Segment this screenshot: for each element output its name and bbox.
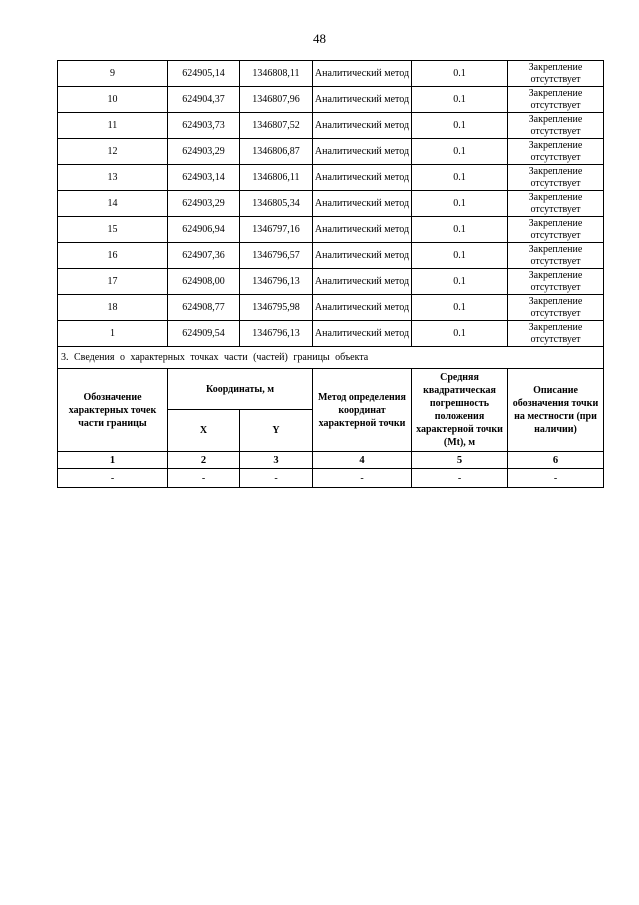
table-row xyxy=(58,295,604,321)
header-designation: Обозначение характерных точек части границы xyxy=(58,369,168,452)
point-number-cell: 1 xyxy=(58,321,168,347)
empty-cell: - xyxy=(508,469,604,488)
table-row xyxy=(58,87,604,113)
method-cell: Аналитический метод xyxy=(313,113,412,139)
y-coordinate-cell: 1346796,13 xyxy=(240,321,313,347)
empty-cell: - xyxy=(412,469,508,488)
point-number-cell: 17 xyxy=(58,269,168,295)
mt-cell: 0.1 xyxy=(412,217,508,243)
table-row xyxy=(58,139,604,165)
method-cell: Аналитический метод xyxy=(313,217,412,243)
column-number: 6 xyxy=(508,452,604,469)
mt-cell: 0.1 xyxy=(412,321,508,347)
table-row xyxy=(58,217,604,243)
empty-cell: - xyxy=(58,469,168,488)
description-cell: Закрепление отсутствует xyxy=(508,191,604,217)
table-row xyxy=(58,191,604,217)
mt-cell: 0.1 xyxy=(412,295,508,321)
x-coordinate-cell: 624903,29 xyxy=(168,139,240,165)
mt-cell: 0.1 xyxy=(412,165,508,191)
description-cell: Закрепление отсутствует xyxy=(508,321,604,347)
x-coordinate-cell: 624903,73 xyxy=(168,113,240,139)
header-x: X xyxy=(168,410,240,452)
column-numbers-row xyxy=(58,452,604,469)
mt-cell: 0.1 xyxy=(412,113,508,139)
y-coordinate-cell: 1346806,11 xyxy=(240,165,313,191)
x-coordinate-cell: 624906,94 xyxy=(168,217,240,243)
column-number: 4 xyxy=(313,452,412,469)
description-cell: Закрепление отсутствует xyxy=(508,217,604,243)
mt-cell: 0.1 xyxy=(412,191,508,217)
y-coordinate-cell: 1346808,11 xyxy=(240,61,313,87)
page-number: 48 xyxy=(313,31,326,46)
header-coordinates: Координаты, м xyxy=(168,369,313,410)
description-cell: Закрепление отсутствует xyxy=(508,61,604,87)
empty-data-row xyxy=(58,469,604,488)
header-y: Y xyxy=(240,410,313,452)
x-coordinate-cell: 624905,14 xyxy=(168,61,240,87)
method-cell: Аналитический метод xyxy=(313,87,412,113)
description-cell: Закрепление отсутствует xyxy=(508,113,604,139)
description-cell: Закрепление отсутствует xyxy=(508,295,604,321)
mt-cell: 0.1 xyxy=(412,61,508,87)
description-cell: Закрепление отсутствует xyxy=(508,139,604,165)
point-number-cell: 16 xyxy=(58,243,168,269)
boundary-points-table xyxy=(57,60,604,488)
x-coordinate-cell: 624909,54 xyxy=(168,321,240,347)
y-coordinate-cell: 1346795,98 xyxy=(240,295,313,321)
point-number-cell: 14 xyxy=(58,191,168,217)
table-row xyxy=(58,165,604,191)
description-cell: Закрепление отсутствует xyxy=(508,165,604,191)
description-cell: Закрепление отсутствует xyxy=(508,243,604,269)
point-number-cell: 10 xyxy=(58,87,168,113)
point-number-cell: 15 xyxy=(58,217,168,243)
y-coordinate-cell: 1346796,13 xyxy=(240,269,313,295)
description-cell: Закрепление отсутствует xyxy=(508,269,604,295)
column-number: 1 xyxy=(58,452,168,469)
y-coordinate-cell: 1346797,16 xyxy=(240,217,313,243)
mt-cell: 0.1 xyxy=(412,87,508,113)
point-number-cell: 13 xyxy=(58,165,168,191)
column-number: 3 xyxy=(240,452,313,469)
mt-cell: 0.1 xyxy=(412,139,508,165)
point-number-cell: 18 xyxy=(58,295,168,321)
y-coordinate-cell: 1346807,96 xyxy=(240,87,313,113)
empty-cell: - xyxy=(240,469,313,488)
column-number: 2 xyxy=(168,452,240,469)
description-cell: Закрепление отсутствует xyxy=(508,87,604,113)
header-description: Описание обозначения точки на местности (при наличии) xyxy=(508,369,604,452)
x-coordinate-cell: 624908,00 xyxy=(168,269,240,295)
table-row xyxy=(58,321,604,347)
x-coordinate-cell: 624903,29 xyxy=(168,191,240,217)
section-3-title: 3. Сведения о характерных точках части (частей) границы объекта xyxy=(58,347,604,369)
table-row xyxy=(58,243,604,269)
y-coordinate-cell: 1346805,34 xyxy=(240,191,313,217)
y-coordinate-cell: 1346806,87 xyxy=(240,139,313,165)
table-row xyxy=(58,61,604,87)
header-method: Метод определения координат характерной точки xyxy=(313,369,412,452)
method-cell: Аналитический метод xyxy=(313,269,412,295)
points-table-body xyxy=(58,61,604,347)
point-number-cell: 9 xyxy=(58,61,168,87)
method-cell: Аналитический метод xyxy=(313,61,412,87)
table-row xyxy=(58,269,604,295)
x-coordinate-cell: 624908,77 xyxy=(168,295,240,321)
method-cell: Аналитический метод xyxy=(313,243,412,269)
empty-cell: - xyxy=(168,469,240,488)
mt-cell: 0.1 xyxy=(412,269,508,295)
method-cell: Аналитический метод xyxy=(313,295,412,321)
mt-cell: 0.1 xyxy=(412,243,508,269)
method-cell: Аналитический метод xyxy=(313,139,412,165)
header-mt: Средняя квадратическая погрешность положения характерной точки (Mt), м xyxy=(412,369,508,452)
method-cell: Аналитический метод xyxy=(313,191,412,217)
x-coordinate-cell: 624903,14 xyxy=(168,165,240,191)
y-coordinate-cell: 1346796,57 xyxy=(240,243,313,269)
x-coordinate-cell: 624907,36 xyxy=(168,243,240,269)
method-cell: Аналитический метод xyxy=(313,165,412,191)
y-coordinate-cell: 1346807,52 xyxy=(240,113,313,139)
x-coordinate-cell: 624904,37 xyxy=(168,87,240,113)
column-number: 5 xyxy=(412,452,508,469)
point-number-cell: 11 xyxy=(58,113,168,139)
method-cell: Аналитический метод xyxy=(313,321,412,347)
empty-cell: - xyxy=(313,469,412,488)
point-number-cell: 12 xyxy=(58,139,168,165)
table-row xyxy=(58,113,604,139)
